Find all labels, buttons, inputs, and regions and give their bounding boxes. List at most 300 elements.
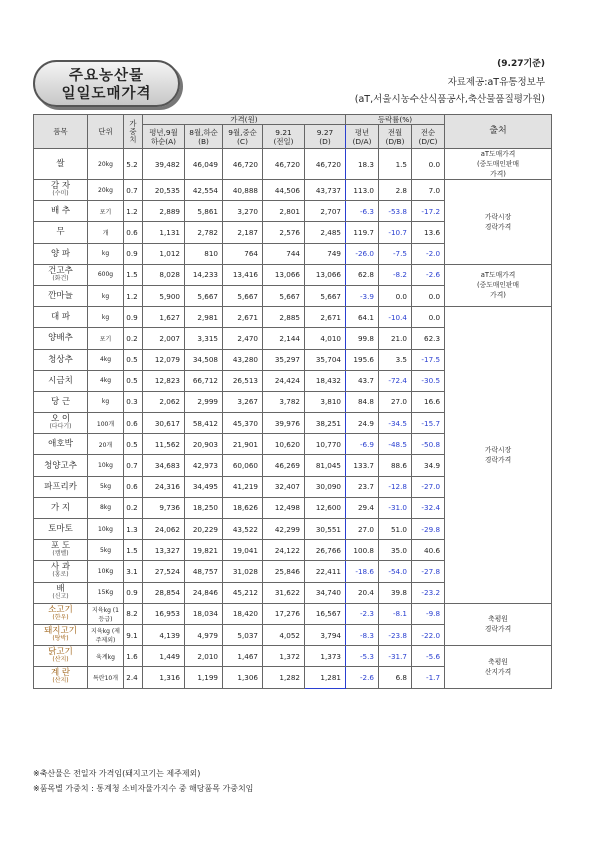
change-da-cell: 64.1 — [346, 307, 379, 328]
item-name: 돼지고기 — [44, 626, 77, 637]
change-da-cell: 62.8 — [346, 264, 379, 285]
change-dc-cell: -17.5 — [412, 349, 445, 370]
item-name: 무 — [56, 227, 65, 238]
price-avg-cell: 12,079 — [143, 349, 185, 370]
price-prev-day-cell: 24,122 — [263, 540, 305, 561]
change-dc-cell: -2.6 — [412, 264, 445, 285]
change-da-cell: -26.0 — [346, 243, 379, 264]
change-dc-cell: 40.6 — [412, 540, 445, 561]
price-avg-cell: 20,535 — [143, 180, 185, 201]
price-today-cell: 10,770 — [305, 434, 346, 455]
change-dc-cell: -23.2 — [412, 582, 445, 603]
price-today-cell: 30,090 — [305, 476, 346, 497]
item-name-cell — [34, 413, 88, 434]
header-price-col — [263, 125, 305, 149]
price-prev-day-cell: 744 — [263, 243, 305, 264]
price-avg-cell: 16,953 — [143, 603, 185, 624]
change-da-cell: 29.4 — [346, 497, 379, 518]
price-mid-month-cell: 2,671 — [223, 307, 263, 328]
price-mid-month-cell: 31,028 — [223, 561, 263, 582]
header-weight: 가중치 — [124, 115, 143, 149]
price-avg-cell: 34,683 — [143, 455, 185, 476]
price-last-month-cell: 5,861 — [185, 201, 223, 222]
weight-cell: 0.7 — [124, 455, 143, 476]
item-name: 건고추 — [48, 265, 73, 276]
unit-cell: kg — [88, 307, 124, 328]
weight-cell: 1.2 — [124, 201, 143, 222]
item-name-cell — [34, 149, 88, 180]
weight-cell: 2.4 — [124, 667, 143, 688]
weight-cell: 1.6 — [124, 646, 143, 667]
source-line: 경락가격 — [484, 625, 512, 634]
title-line1: 주요농산물 — [68, 68, 145, 84]
change-db-cell: 51.0 — [379, 519, 412, 540]
price-today-cell: 34,740 — [305, 582, 346, 603]
price-mid-month-cell: 13,416 — [223, 264, 263, 285]
footnote-weights: ※품목별 가중치 : 통계청 소비자물가지수 중 해당품목 가중치임 — [33, 784, 254, 793]
change-dc-cell: -15.7 — [412, 413, 445, 434]
price-mid-month-cell: 1,467 — [223, 646, 263, 667]
change-da-cell: 24.9 — [346, 413, 379, 434]
item-name-cell — [34, 307, 88, 328]
change-db-cell: -10.4 — [379, 307, 412, 328]
change-da-cell: 99.8 — [346, 328, 379, 349]
price-today-cell: 2,707 — [305, 201, 346, 222]
price-today-cell: 46,720 — [305, 149, 346, 180]
price-avg-cell: 2,062 — [143, 391, 185, 412]
change-db-cell: 6.8 — [379, 667, 412, 688]
item-variety: (탕박) — [52, 635, 69, 643]
price-prev-day-cell: 3,782 — [263, 391, 305, 412]
unit-cell: 개 — [88, 222, 124, 243]
change-dc-cell: 62.3 — [412, 328, 445, 349]
source-line: (중도매인판매 — [477, 160, 520, 168]
weight-cell: 0.6 — [124, 476, 143, 497]
item-name: 쌀 — [56, 159, 65, 169]
data-sources: (aT,서울시농수산식품공사,축산물품질평가원) — [354, 94, 545, 105]
header-change-col-l2: (D/C) — [418, 136, 438, 146]
price-mid-month-cell: 60,060 — [223, 455, 263, 476]
data-provider: 자료제공:aT유통정보부 — [447, 77, 545, 88]
price-today-cell: 13,066 — [305, 264, 346, 285]
change-db-cell: -53.8 — [379, 201, 412, 222]
price-last-month-cell: 42,973 — [185, 455, 223, 476]
price-mid-month-cell: 40,888 — [223, 180, 263, 201]
change-dc-cell: -30.5 — [412, 370, 445, 391]
change-db-cell: -72.4 — [379, 370, 412, 391]
price-last-month-cell: 42,554 — [185, 180, 223, 201]
change-dc-cell: 34.9 — [412, 455, 445, 476]
price-prev-day-cell: 10,620 — [263, 434, 305, 455]
unit-cell: 포기 — [88, 328, 124, 349]
header-price-col-l1: 평년,9월 — [149, 127, 178, 137]
change-db-cell: 1.5 — [379, 149, 412, 180]
item-variety: (신고) — [52, 592, 69, 600]
unit-cell: 4kg — [88, 349, 124, 370]
source-line: aT도매가격 — [480, 150, 516, 158]
item-name: 포 도 — [50, 541, 71, 552]
item-name: 사 과 — [50, 562, 71, 573]
change-db-cell: -48.5 — [379, 434, 412, 455]
price-avg-cell: 2,007 — [143, 328, 185, 349]
price-avg-cell: 1,627 — [143, 307, 185, 328]
header-price-col-l2: (D) — [319, 136, 331, 146]
change-db-cell: 35.0 — [379, 540, 412, 561]
weight-cell: 1.5 — [124, 540, 143, 561]
header-unit: 단위 — [88, 115, 124, 149]
unit-cell: 10kg — [88, 519, 124, 540]
source-line: 축평원 — [488, 657, 508, 666]
item-name-cell — [34, 582, 88, 603]
price-prev-day-cell: 1,282 — [263, 667, 305, 688]
price-prev-day-cell: 25,846 — [263, 561, 305, 582]
unit-cell: 지육kg (1등급) — [88, 603, 124, 624]
footnote-livestock: ※축산물은 전일자 가격임(돼지고기는 제주제외) — [33, 769, 201, 778]
item-name: 양배추 — [48, 333, 73, 344]
source-line: 경락가격 — [484, 222, 512, 231]
change-da-cell: 23.7 — [346, 476, 379, 497]
price-avg-cell: 1,012 — [143, 243, 185, 264]
header-price-col-l2: (전일) — [273, 136, 294, 146]
header-price-col-l2: 하순(A) — [150, 136, 177, 146]
price-mid-month-cell: 764 — [223, 243, 263, 264]
change-db-cell: -12.8 — [379, 476, 412, 497]
change-da-cell: 43.7 — [346, 370, 379, 391]
price-prev-day-cell: 17,276 — [263, 603, 305, 624]
price-avg-cell: 30,617 — [143, 413, 185, 434]
price-today-cell: 43,737 — [305, 180, 346, 201]
price-last-month-cell: 18,250 — [185, 497, 223, 518]
price-avg-cell: 1,131 — [143, 222, 185, 243]
unit-cell: kg — [88, 243, 124, 264]
price-last-month-cell: 3,315 — [185, 328, 223, 349]
weight-cell: 1.3 — [124, 519, 143, 540]
unit-cell: 10Kg — [88, 561, 124, 582]
price-today-cell: 2,485 — [305, 222, 346, 243]
weight-cell: 0.5 — [124, 434, 143, 455]
change-dc-cell: -27.0 — [412, 476, 445, 497]
weight-cell: 0.9 — [124, 307, 143, 328]
unit-cell: kg — [88, 285, 124, 306]
price-last-month-cell: 2,999 — [185, 391, 223, 412]
price-today-cell: 35,704 — [305, 349, 346, 370]
price-mid-month-cell: 2,187 — [223, 222, 263, 243]
change-db-cell: -10.7 — [379, 222, 412, 243]
unit-cell: 육계kg — [88, 646, 124, 667]
item-name-cell — [34, 180, 88, 201]
item-name-cell — [34, 519, 88, 540]
price-last-month-cell: 46,049 — [185, 149, 223, 180]
change-da-cell: 18.3 — [346, 149, 379, 180]
source-cell — [445, 307, 552, 604]
item-name-cell — [34, 349, 88, 370]
price-mid-month-cell: 5,667 — [223, 285, 263, 306]
item-name: 계 란 — [50, 668, 71, 679]
item-name: 닭고기 — [48, 647, 73, 658]
unit-cell: kg — [88, 391, 124, 412]
table-row — [34, 149, 552, 180]
header-price-col — [185, 125, 223, 149]
item-variety: (수미) — [52, 190, 69, 198]
change-da-cell: -5.3 — [346, 646, 379, 667]
header-change-col-l1: 전월 — [387, 127, 403, 137]
change-da-cell: -6.3 — [346, 201, 379, 222]
price-prev-day-cell: 2,801 — [263, 201, 305, 222]
weight-cell: 0.5 — [124, 370, 143, 391]
price-prev-day-cell: 24,424 — [263, 370, 305, 391]
unit-cell: 특란10개 — [88, 667, 124, 688]
price-prev-day-cell: 46,720 — [263, 149, 305, 180]
change-db-cell: -31.0 — [379, 497, 412, 518]
change-dc-cell: -5.6 — [412, 646, 445, 667]
table-row — [34, 603, 552, 624]
unit-cell: 600g — [88, 264, 124, 285]
price-mid-month-cell: 45,370 — [223, 413, 263, 434]
header-change: 등락률(%) — [346, 115, 445, 125]
item-name-cell — [34, 201, 88, 222]
unit-cell: 15Kg — [88, 582, 124, 603]
weight-cell: 0.6 — [124, 413, 143, 434]
item-name: 오 이 — [50, 414, 71, 425]
price-avg-cell: 1,316 — [143, 667, 185, 688]
unit-cell: 4kg — [88, 370, 124, 391]
weight-cell: 0.2 — [124, 328, 143, 349]
price-today-cell: 26,766 — [305, 540, 346, 561]
weight-cell: 0.2 — [124, 497, 143, 518]
source-cell — [445, 603, 552, 645]
change-dc-cell: -27.8 — [412, 561, 445, 582]
price-avg-cell: 13,327 — [143, 540, 185, 561]
change-db-cell: -34.5 — [379, 413, 412, 434]
item-name: 양 파 — [50, 248, 71, 259]
weight-cell: 0.7 — [124, 180, 143, 201]
change-dc-cell: 0.0 — [412, 307, 445, 328]
header-change-col — [412, 125, 445, 149]
price-avg-cell: 4,139 — [143, 624, 185, 645]
price-mid-month-cell: 3,270 — [223, 201, 263, 222]
price-mid-month-cell: 26,513 — [223, 370, 263, 391]
unit-cell: 5kg — [88, 476, 124, 497]
change-da-cell: -8.3 — [346, 624, 379, 645]
header-price-col — [143, 125, 185, 149]
price-prev-day-cell: 2,576 — [263, 222, 305, 243]
price-mid-month-cell: 41,219 — [223, 476, 263, 497]
change-db-cell: -23.8 — [379, 624, 412, 645]
price-prev-day-cell: 12,498 — [263, 497, 305, 518]
weight-cell: 0.3 — [124, 391, 143, 412]
price-prev-day-cell: 42,299 — [263, 519, 305, 540]
price-today-cell: 16,567 — [305, 603, 346, 624]
price-today-cell: 3,810 — [305, 391, 346, 412]
price-today-cell: 2,671 — [305, 307, 346, 328]
price-table — [33, 114, 552, 689]
item-name-cell — [34, 603, 88, 624]
source-line: 경락가격 — [484, 455, 512, 464]
price-prev-day-cell: 31,622 — [263, 582, 305, 603]
change-da-cell: 119.7 — [346, 222, 379, 243]
header-change-col — [346, 125, 379, 149]
table-row — [34, 646, 552, 667]
price-today-cell: 5,667 — [305, 285, 346, 306]
price-avg-cell: 28,854 — [143, 582, 185, 603]
report-date: (9.27기준) — [497, 59, 545, 69]
change-da-cell: 27.0 — [346, 519, 379, 540]
price-last-month-cell: 2,782 — [185, 222, 223, 243]
header-change-col-l2: (D/B) — [385, 136, 405, 146]
weight-cell: 1.2 — [124, 285, 143, 306]
price-avg-cell: 11,562 — [143, 434, 185, 455]
change-da-cell: -2.6 — [346, 667, 379, 688]
price-last-month-cell: 14,233 — [185, 264, 223, 285]
title-badge — [33, 60, 180, 107]
change-db-cell: -8.1 — [379, 603, 412, 624]
price-last-month-cell: 4,979 — [185, 624, 223, 645]
source-line: 가격) — [490, 170, 506, 178]
price-today-cell: 749 — [305, 243, 346, 264]
source-line: 가락시장 — [484, 445, 512, 454]
price-mid-month-cell: 18,626 — [223, 497, 263, 518]
weight-cell: 0.9 — [124, 582, 143, 603]
price-last-month-cell: 5,667 — [185, 285, 223, 306]
price-today-cell: 30,551 — [305, 519, 346, 540]
item-name-cell — [34, 561, 88, 582]
price-last-month-cell: 18,034 — [185, 603, 223, 624]
change-db-cell: -54.0 — [379, 561, 412, 582]
header-price-col-l1: 9.27 — [316, 127, 334, 137]
weight-cell: 0.9 — [124, 243, 143, 264]
item-variety: (홍로) — [52, 571, 69, 579]
price-last-month-cell: 19,821 — [185, 540, 223, 561]
header-price-col-l1: 9.21 — [275, 127, 292, 137]
price-prev-day-cell: 32,407 — [263, 476, 305, 497]
change-dc-cell: -32.4 — [412, 497, 445, 518]
price-mid-month-cell: 18,420 — [223, 603, 263, 624]
unit-cell: 5kg — [88, 540, 124, 561]
item-name-cell — [34, 285, 88, 306]
header-price-col-l1: 9월,중순 — [228, 127, 257, 137]
change-dc-cell: -17.2 — [412, 201, 445, 222]
change-da-cell: -3.9 — [346, 285, 379, 306]
price-last-month-cell: 810 — [185, 243, 223, 264]
change-dc-cell: -50.8 — [412, 434, 445, 455]
change-dc-cell: 0.0 — [412, 285, 445, 306]
price-prev-day-cell: 39,976 — [263, 413, 305, 434]
source-cell — [445, 180, 552, 265]
price-prev-day-cell: 2,885 — [263, 307, 305, 328]
change-dc-cell: 16.6 — [412, 391, 445, 412]
item-variety: (산지) — [52, 677, 69, 685]
change-da-cell: -18.6 — [346, 561, 379, 582]
price-last-month-cell: 2,981 — [185, 307, 223, 328]
item-name: 청양고추 — [44, 460, 77, 471]
price-mid-month-cell: 21,901 — [223, 434, 263, 455]
item-name-cell — [34, 328, 88, 349]
change-db-cell: 2.8 — [379, 180, 412, 201]
price-mid-month-cell: 43,280 — [223, 349, 263, 370]
change-da-cell: 113.0 — [346, 180, 379, 201]
price-last-month-cell: 34,508 — [185, 349, 223, 370]
item-name-cell — [34, 434, 88, 455]
price-today-cell: 1,373 — [305, 646, 346, 667]
price-prev-day-cell: 44,506 — [263, 180, 305, 201]
price-prev-day-cell: 1,372 — [263, 646, 305, 667]
source-line: (중도매인판매 — [477, 281, 520, 290]
price-prev-day-cell: 4,052 — [263, 624, 305, 645]
unit-cell: 8kg — [88, 497, 124, 518]
change-db-cell: 0.0 — [379, 285, 412, 306]
item-name-cell — [34, 667, 88, 688]
price-prev-day-cell: 46,269 — [263, 455, 305, 476]
price-today-cell: 22,411 — [305, 561, 346, 582]
title-line2: 일일도매가격 — [61, 86, 152, 102]
header-price-col-l1: 8월,하순 — [189, 127, 218, 137]
price-mid-month-cell: 46,720 — [223, 149, 263, 180]
price-last-month-cell: 24,846 — [185, 582, 223, 603]
price-last-month-cell: 20,229 — [185, 519, 223, 540]
table-row — [34, 307, 552, 328]
change-dc-cell: -1.7 — [412, 667, 445, 688]
item-name: 시금치 — [48, 375, 73, 386]
price-mid-month-cell: 45,212 — [223, 582, 263, 603]
price-prev-day-cell: 5,667 — [263, 285, 305, 306]
header-price-col-l2: (B) — [198, 136, 209, 146]
price-avg-cell: 12,823 — [143, 370, 185, 391]
price-mid-month-cell: 2,470 — [223, 328, 263, 349]
weight-cell: 5.2 — [124, 149, 143, 180]
header-price-col — [223, 125, 263, 149]
item-name: 대 파 — [50, 312, 71, 323]
source-line: aT도매가격 — [480, 271, 516, 280]
item-name-cell — [34, 455, 88, 476]
change-dc-cell: -29.8 — [412, 519, 445, 540]
price-avg-cell: 39,482 — [143, 149, 185, 180]
weight-cell: 9.1 — [124, 624, 143, 645]
unit-cell: 20개 — [88, 434, 124, 455]
item-name: 배 추 — [50, 206, 71, 217]
price-prev-day-cell: 35,297 — [263, 349, 305, 370]
unit-cell: 지육kg (제주제외) — [88, 624, 124, 645]
header-item: 품목 — [34, 115, 88, 149]
weight-cell: 8.2 — [124, 603, 143, 624]
price-prev-day-cell: 2,144 — [263, 328, 305, 349]
header-change-col-l2: (D/A) — [352, 136, 372, 146]
change-db-cell: 88.6 — [379, 455, 412, 476]
change-da-cell: 84.8 — [346, 391, 379, 412]
price-avg-cell: 1,449 — [143, 646, 185, 667]
price-avg-cell: 24,062 — [143, 519, 185, 540]
header-change-col-l1: 전순 — [420, 127, 436, 137]
price-avg-cell: 2,889 — [143, 201, 185, 222]
header-price-col — [305, 125, 346, 149]
item-name-cell — [34, 243, 88, 264]
price-last-month-cell: 2,010 — [185, 646, 223, 667]
change-db-cell: -7.5 — [379, 243, 412, 264]
price-mid-month-cell: 19,041 — [223, 540, 263, 561]
change-db-cell: 21.0 — [379, 328, 412, 349]
price-today-cell: 1,281 — [305, 667, 346, 688]
weight-cell: 0.5 — [124, 349, 143, 370]
item-name-cell — [34, 646, 88, 667]
change-dc-cell: 7.0 — [412, 180, 445, 201]
weight-cell: 3.1 — [124, 561, 143, 582]
price-avg-cell: 24,316 — [143, 476, 185, 497]
change-dc-cell: 13.6 — [412, 222, 445, 243]
price-last-month-cell: 1,199 — [185, 667, 223, 688]
source-cell — [445, 149, 552, 180]
change-da-cell: -6.9 — [346, 434, 379, 455]
unit-cell: 20kg — [88, 180, 124, 201]
price-last-month-cell: 20,903 — [185, 434, 223, 455]
